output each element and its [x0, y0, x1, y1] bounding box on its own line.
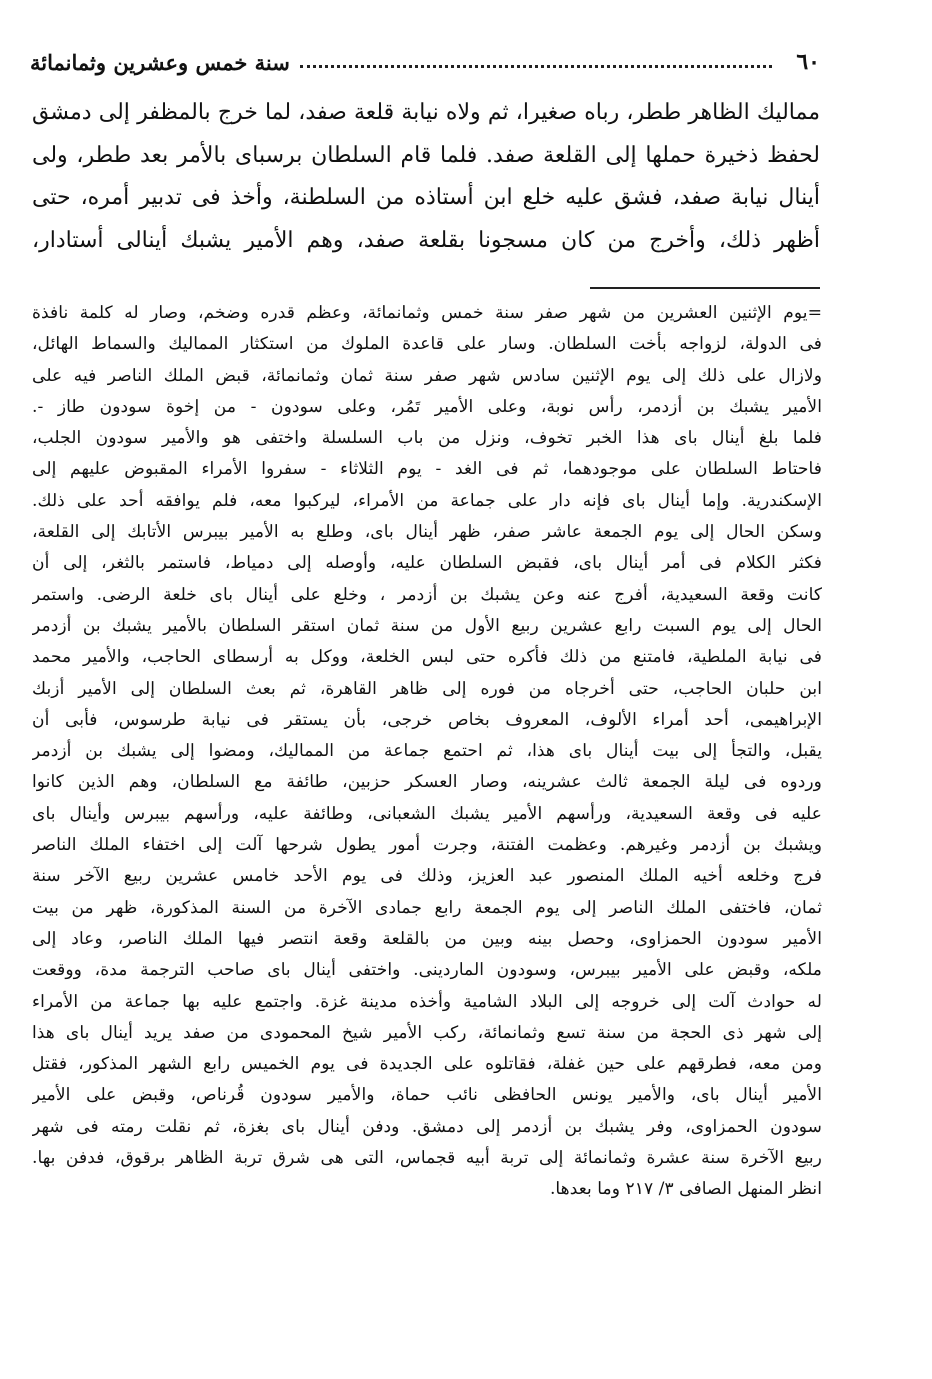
footnote-line: الحال إلى يوم السبت رابع عشرين ربيع الأول من سنة ثمان استقر السلطان بالأمير يشبك بن أزدمر: [32, 615, 822, 636]
footnote-line: الإبراهيمى، أحد أمراء الألوف، المعروف بخاص خرجى، بأن يستقر فى نيابة طرسوس، فأبى أن: [32, 709, 822, 730]
footnote-line: الأمير يشبك بن أزدمر، رأس نوبة، وعلى الأمير تَمُر، وعلى سودون - من إخوة سودون طاز -.: [32, 396, 822, 417]
footnote-line: ثمان، فاختفى الملك الناصر إلى يوم الجمعة رابع جمادى الآخرة من السنة المذكورة، ظهر من بيت: [32, 897, 822, 918]
footnote-line: ومن معه، فطرقهم على حين غفلة، فقاتلوه على الجديدة فى يوم الخميس رابع الشهر المذكور، فقتل: [32, 1054, 822, 1075]
footnote-line: فكثر الكلام فى أمر أينال باى، فقبض السلطان عليه، وأوصله إلى دمياط، فاستمر بالثغر، إلى أن: [32, 553, 822, 574]
main-text-line: أظهر ذلك، وأخرج من كان مسجونا بقلعة صفد، وهم الأمير يشبك أينالى أستادار،: [32, 227, 820, 253]
footnote-line: له حوادث آلت إلى خروجه إلى البلاد الشامية وأخذه مدينة غزة. واجتمع عليه بها جماعة من الأمراء: [32, 991, 822, 1012]
main-text-line: لحفظ ذخيرة حملها إلى القلعة صفد. فلما قام السلطان برسباى بالأمر بعد ططر، ولى: [32, 142, 820, 168]
footnote-line: ملكه، وقبض على الأمير بيبرس، وسودون الماردينى. واختفى أينال باى صاحب الترجمة مدة، ووقعت: [32, 960, 822, 981]
dotted-leader: [300, 65, 773, 68]
footnote-line: =يوم الإثنين العشرين من شهر صفر سنة خمس وثمانمائة، وعظم قدره وضخم، وصار له كلمة نافذة: [32, 303, 822, 323]
footnote-line: فلما بلغ أينال باى هذا الخبر تخوف، ونزل من باب السلسلة واختفى هو والأمير سودون الجلب،: [32, 428, 822, 449]
footnote-line: وردوه فى ليلة الجمعة ثالث عشرينه، وصار العسكر حزبين، طائفة مع السلطان، وهم الذين كانوا: [32, 772, 822, 793]
footnote-line: فى الدولة، لزواجه بأخت السلطان. وسار على قاعدة الملوك من استكثار المماليك والسماط الهائل،: [32, 334, 822, 355]
footnote-reference-line: انظر المنهل الصافى ٣/ ٢١٧ وما بعدها.: [549, 1179, 822, 1200]
footnote-line: فى نيابة الملطية، فامتنع من ذلك فأكره حتى لبس الخلعة، ووكل به أرسطاى الحاجب، والأمير محمد: [32, 647, 822, 668]
footnote-separator: [590, 287, 820, 289]
running-title: سنة خمس وعشرين وثمانمائة: [30, 49, 290, 75]
page-header: [30, 44, 820, 80]
footnote-line: ولازال على ذلك إلى يوم الإثنين سادس شهر صفر سنة ثمان وثمانمائة، قبض الملك الناصر فيه على: [32, 365, 822, 386]
footnote-block: [32, 298, 822, 1206]
footnote-line: إلى شهر ذى الحجة من سنة تسع وثمانمائة، ركب الأمير شيخ المحمودى من صفد يريد أينال باى هذا: [32, 1022, 822, 1043]
footnote-line: وسكن الحال إلى يوم الجمعة عاشر صفر، ظهر أينال باى، وطلع به الأمير بيبرس الأتابك إلى القلعة،: [32, 522, 822, 543]
footnote-line: ويشبك بن أزدمر وغيرهم. وعظمت الفتنة، وجرت أمور يطول شرحها آلت إلى اختفاء الملك الناصر: [32, 835, 822, 856]
main-text-line: أينال نيابة صفد، فشق عليه خلع ابن أستاذه من السلطنة، وأخذ فى تدبير أمره، حتى: [32, 185, 820, 210]
footnote-line: كانت وقعة السعيدية، أفرج عنه وعن يشبك بن أزدمر ، وخلع على أينال باى خلعة الرضى. واستمر: [32, 584, 822, 605]
footnote-line: الإسكندرية. وإما أينال باى فإنه دار على جماعة من الأمراء، ليركبوا معه، فلم يوافقه أحد على ذلك.: [32, 490, 822, 511]
footnote-line: الأمير سودون الحمزاوى، وحصل بينه وبين من بالقلعة وقعة انتصر فيها الملك الناصر، وعاد إلى: [32, 928, 822, 949]
footnote-line: سودون الحمزاوى، وفر يشبك بن أزدمر إلى دمشق. ودفن أينال باى بغزة، ثم نقلت رمته فى شهر: [32, 1116, 822, 1137]
footnote-line: ربيع الآخرة سنة عشرة وثمانمائة إلى تربة أبيه قجماس، التى هى شرق تربة الظاهر برقوق، فدفن بها.: [32, 1148, 822, 1169]
footnote-line: فاحتاط السلطان على موجودهما، ثم فى الغد - يوم الثلاثاء - سفروا الأمراء المقبوض عليهم إلى: [32, 459, 822, 480]
footnote-line: عليه فى وقعة السعيدية، ورأسهم الأمير يشبك الشعبانى، وطائفة عليه، ورأسهم بيبرس وأينال باى: [32, 803, 822, 824]
footnote-line: ابن حلبان الحاجب، حتى أخرجاه من فوره إلى ظاهر القاهرة، ثم بعث السلطان إلى الأمير أزبك: [32, 678, 822, 699]
main-text-line: مماليك الظاهر ططر، رباه صغيرا، ثم ولاه نيابة قلعة صفد، لما خرج بالمظفر إلى دمشق: [32, 100, 820, 125]
main-text-block: [32, 92, 820, 262]
page-number: ٦٠: [796, 49, 820, 75]
footnote-line: الأمير أينال باى، والأمير يونس الحافظى نائب حماة، والأمير سودون قُرناص، وقبض على الأمير: [32, 1085, 822, 1106]
footnote-line: يقبل، والتجأ إلى بيت أينال باى هذا، ثم احتمع جماعة من المماليك، ومضوا إلى يشبك بن أزدمر: [32, 741, 822, 762]
footnote-line: فرج وخلعه أخيه الملك المنصور عبد العزيز، وذلك فى يوم الأحد خامس عشرين ربيع الآخر سنة: [32, 866, 822, 887]
